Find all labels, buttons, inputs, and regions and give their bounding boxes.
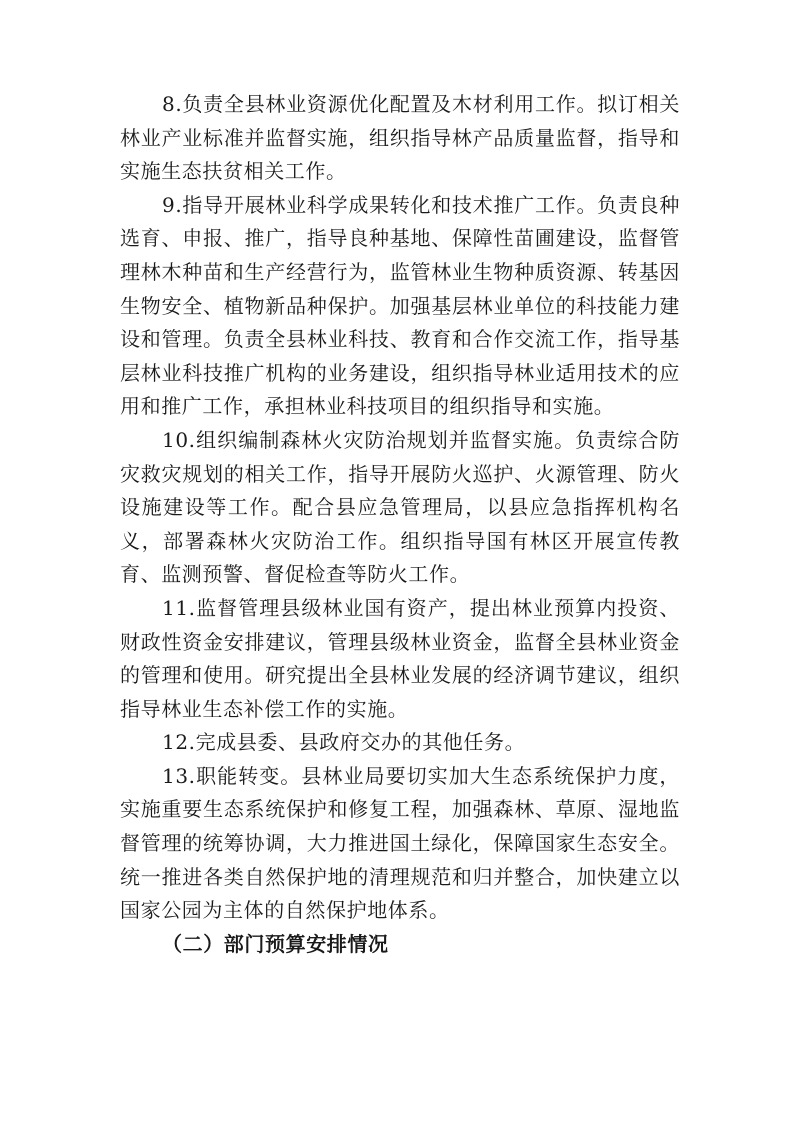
paragraph-item-12: 12.完成县委、县政府交办的其他任务。 <box>162 730 526 755</box>
paragraph-item-11: 11.监督管理县级林业国有资产，提出林业预算内投资、财政性资金安排建议，管理县级林业资金，监督全县林业资金的管理和使用。研究提出全县林业发展的经济调节建议，组织指导林业生态补偿工作的实施。 <box>120 595 680 721</box>
paragraph-item-10: 10.组织编制森林火灾防治规划并监督实施。负责综合防灾救灾规划的相关工作，指导开展防火巡护、火源管理、防火设施建设等工作。配合县应急管理局，以县应急指挥机构名义，部署森林火灾防治工作。组织指导国有林区开展宣传教育、监测预警、督促检查等防火工作。 <box>120 427 680 587</box>
paragraph-item-13: 13.职能转变。县林业局要切实加大生态系统保护力度，实施重要生态系统保护和修复工程，加强森林、草原、湿地监督管理的统筹协调，大力推进国土绿化，保障国家生态安全。统一推进各类自然保护地的清理规范和归并整合，加快建立以国家公园为主体的自然保护地体系。 <box>120 763 680 923</box>
paragraph-item-8: 8.负责全县林业资源优化配置及木材利用工作。拟订相关林业产业标准并监督实施，组织指导林产品质量监督，指导和实施生态扶贫相关工作。 <box>120 92 680 184</box>
section-heading: （二）部门预算安排情况 <box>162 931 389 956</box>
paragraph-item-9: 9.指导开展林业科学成果转化和技术推广工作。负责良种选育、申报、推广，指导良种基地、保障性苗圃建设，监督管理林木种苗和生产经营行为，监管林业生物种质资源、转基因生物安全、植物新品种保护。加强基层林业单位的科技能力建设和管理。负责全县林业科技、教育和合作交流工作，指导基层林业科技推广机构的业务建设，组织指导林业适用技术的应用和推广工作，承担林业科技项目的组织指导和实施。 <box>120 192 680 419</box>
document-body <box>120 88 680 961</box>
